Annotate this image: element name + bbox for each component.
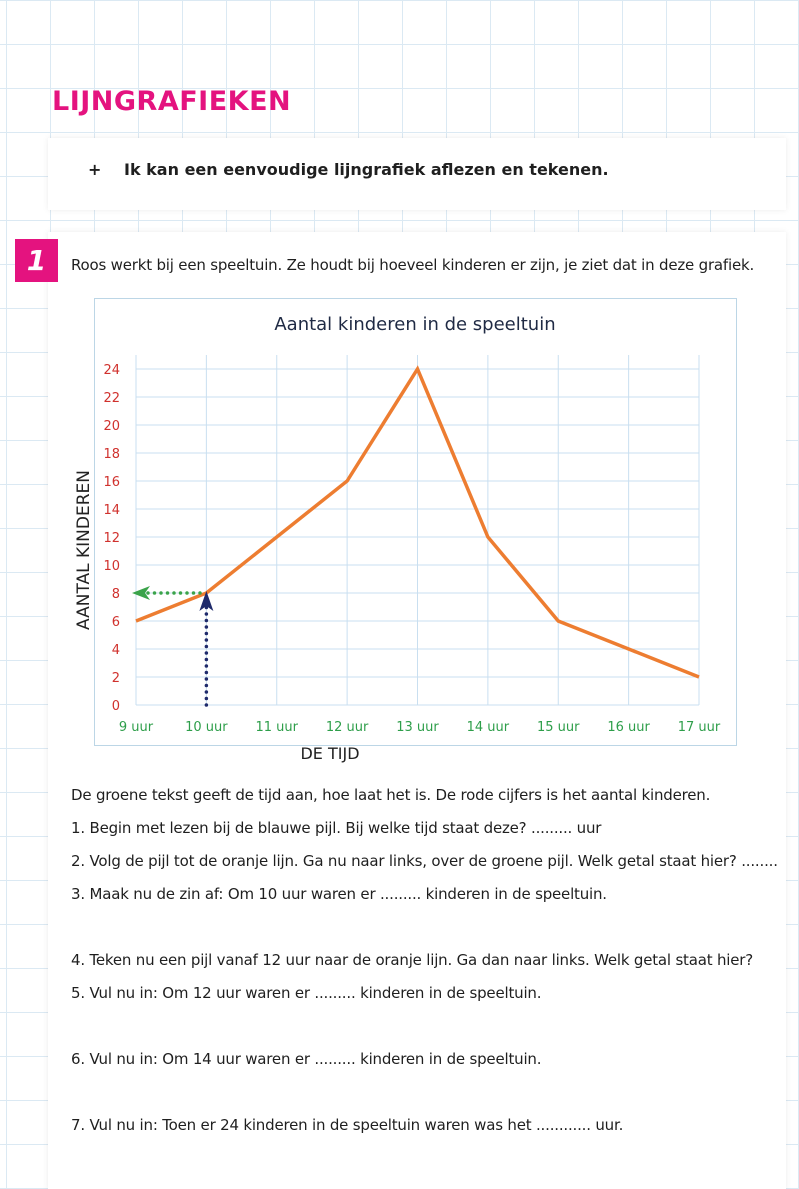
question-2: 2. Volg de pijl tot de oranje lijn. Ga nu naar links, over de groene pijl. Welk getal staat hier? ........ bbox=[71, 852, 778, 870]
x-tick-label: 10 uur bbox=[185, 720, 228, 735]
exercise-intro: Roos werkt bij een speeltuin. Ze houdt bij hoeveel kinderen er zijn, je ziet dat in deze grafiek. bbox=[71, 256, 755, 274]
question-5: 5. Vul nu in: Om 12 uur waren er ......... kinderen in de speeltuin. bbox=[71, 984, 542, 1002]
y-tick-label: 0 bbox=[111, 699, 120, 714]
y-tick-label: 2 bbox=[111, 671, 120, 686]
y-tick-label: 24 bbox=[103, 363, 120, 378]
question-7: 7. Vul nu in: Toen er 24 kinderen in de speeltuin waren was het ............ uur. bbox=[71, 1116, 624, 1134]
chart-x-axis-label: DE TIJD bbox=[300, 744, 360, 763]
y-tick-label: 6 bbox=[111, 615, 120, 630]
y-tick-label: 12 bbox=[103, 531, 120, 546]
learning-goal-box bbox=[48, 138, 786, 210]
goal-text: Ik kan een eenvoudige lijngrafiek aflezen en tekenen. bbox=[124, 160, 609, 179]
y-tick-label: 16 bbox=[103, 475, 120, 490]
y-tick-label: 22 bbox=[103, 391, 120, 406]
y-tick-label: 10 bbox=[103, 559, 120, 574]
question-3: 3. Maak nu de zin af: Om 10 uur waren er ......... kinderen in de speeltuin. bbox=[71, 885, 607, 903]
page-title: LIJNGRAFIEKEN bbox=[52, 86, 292, 117]
y-tick-label: 20 bbox=[103, 419, 120, 434]
question-1: 1. Begin met lezen bij de blauwe pijl. Bij welke tijd staat deze? ......... uur bbox=[71, 819, 602, 837]
y-tick-label: 14 bbox=[103, 503, 120, 518]
x-tick-label: 11 uur bbox=[255, 720, 298, 735]
x-tick-label: 17 uur bbox=[677, 720, 721, 735]
y-tick-label: 4 bbox=[111, 643, 120, 658]
goal-bullet: + bbox=[88, 160, 102, 179]
explanation-text: De groene tekst geeft de tijd aan, hoe laat het is. De rode cijfers is het aantal kinderen. bbox=[71, 786, 711, 804]
y-tick-label: 8 bbox=[111, 587, 120, 602]
y-tick-label: 18 bbox=[103, 447, 120, 462]
question-4: 4. Teken nu een pijl vanaf 12 uur naar de oranje lijn. Ga dan naar links. Welk getal staat hier? bbox=[71, 951, 753, 969]
x-tick-label: 12 uur bbox=[325, 720, 369, 735]
x-tick-label: 9 uur bbox=[118, 720, 154, 735]
chart-y-axis-label: AANTAL KINDEREN bbox=[74, 470, 94, 630]
x-tick-label: 13 uur bbox=[396, 720, 439, 735]
exercise-number-badge: 1 bbox=[15, 239, 58, 282]
chart-frame bbox=[94, 298, 737, 746]
question-6: 6. Vul nu in: Om 14 uur waren er ......... kinderen in de speeltuin. bbox=[71, 1050, 542, 1068]
chart-title: Aantal kinderen in de speeltuin bbox=[274, 314, 556, 335]
x-tick-label: 15 uur bbox=[537, 720, 580, 735]
x-tick-label: 14 uur bbox=[466, 720, 510, 735]
x-tick-label: 16 uur bbox=[607, 720, 650, 735]
